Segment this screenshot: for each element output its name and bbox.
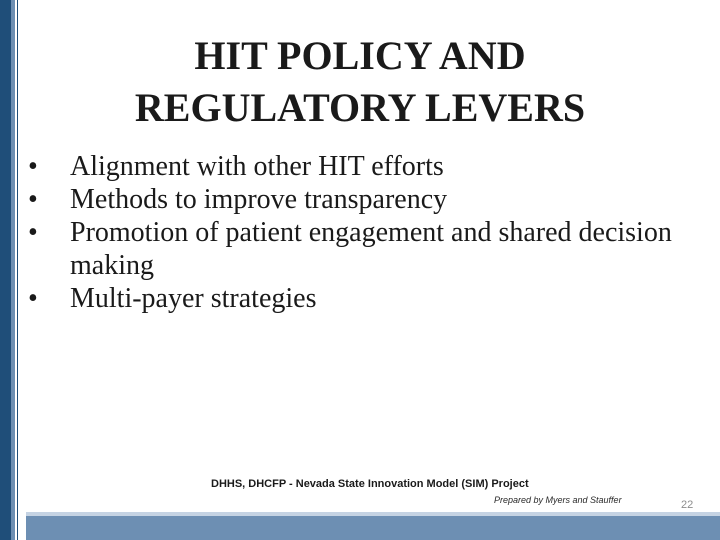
- footer-project-title: DHHS, DHCFP - Nevada State Innovation Model (SIM) Project: [211, 478, 529, 490]
- bullet-text: Promotion of patient engagement and shared decision making: [70, 217, 672, 281]
- left-accent-bar-inner: [11, 0, 15, 540]
- bullet-text: Methods to improve transparency: [70, 184, 448, 215]
- slide-title-line-1: HIT POLICY AND: [194, 33, 526, 78]
- footer-prepared-by: Prepared by Myers and Stauffer: [494, 495, 622, 505]
- bullet-icon: •: [28, 217, 38, 248]
- bullet-item: [28, 183, 688, 216]
- page-number: 22: [681, 499, 694, 511]
- left-accent-line: [17, 0, 18, 540]
- bullet-text: Multi-payer strategies: [70, 283, 317, 314]
- slide-title-line-2: REGULATORY LEVERS: [134, 85, 586, 130]
- bullet-icon: •: [28, 151, 38, 182]
- left-accent-bar: [0, 0, 11, 540]
- bullet-icon: •: [28, 283, 38, 314]
- slide-title: [40, 30, 680, 134]
- bullet-list: [28, 150, 688, 315]
- bullet-icon: •: [28, 184, 38, 215]
- bullet-text: Alignment with other HIT efforts: [70, 151, 444, 182]
- bullet-item: [28, 282, 688, 315]
- bottom-accent-bar: [26, 516, 720, 540]
- bullet-item: [28, 150, 688, 183]
- bullet-item: [28, 216, 688, 282]
